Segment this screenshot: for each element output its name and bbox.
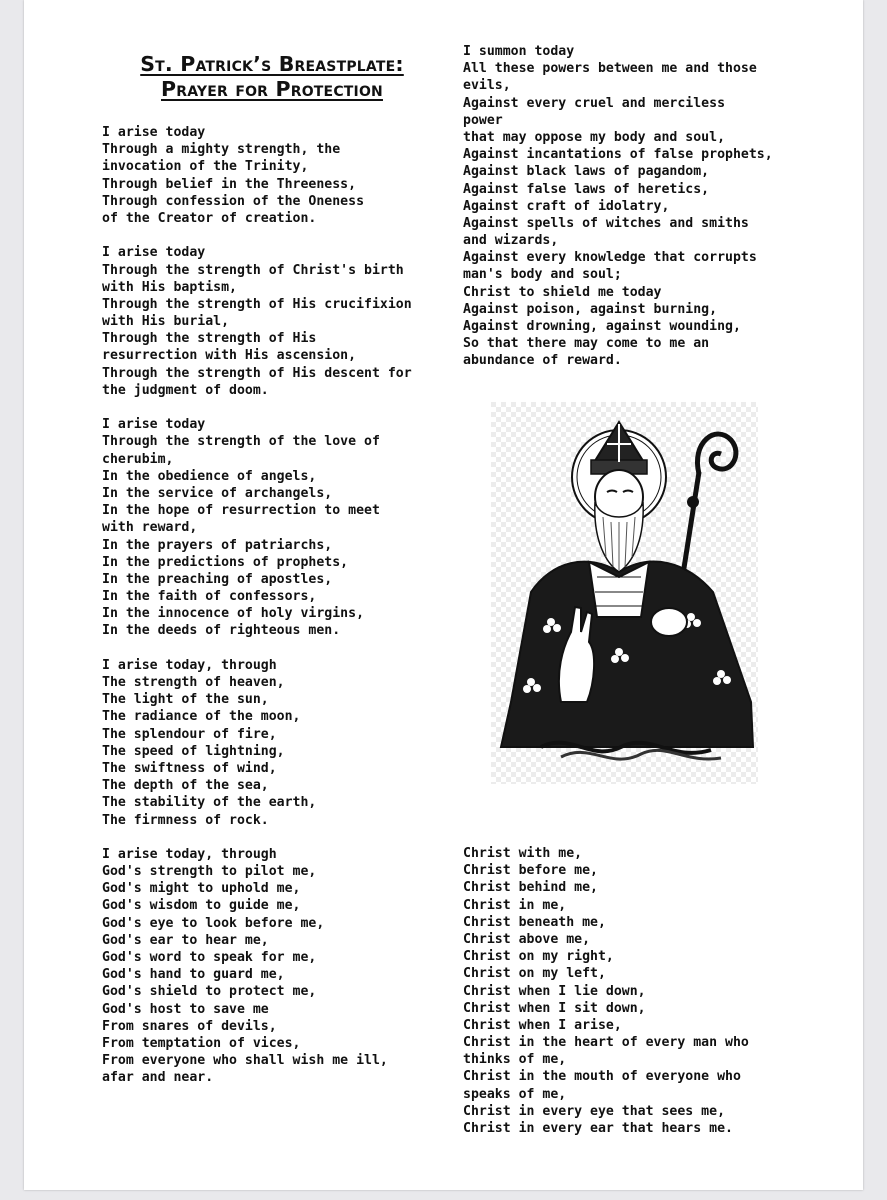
text-line: invocation of the Trinity, xyxy=(102,159,309,175)
text-line: Through the strength of His crucifixion xyxy=(102,296,412,312)
text-line: Through the strength of the love of xyxy=(102,434,380,450)
text-line: The speed of lightning, xyxy=(102,743,285,759)
stanza-gap xyxy=(102,227,462,244)
text-line: In the faith of confessors, xyxy=(102,589,317,605)
text-line: Christ before me, xyxy=(463,863,598,879)
text-line: man's body and soul; xyxy=(463,267,622,283)
title-line-2: Prayer for Protection xyxy=(161,77,383,101)
text-line: In the service of archangels, xyxy=(102,485,333,501)
text-line: Against craft of idolatry, xyxy=(463,198,670,214)
text-line: Through the strength of His xyxy=(102,331,317,347)
text-line: abundance of reward. xyxy=(463,353,622,369)
text-line: Christ on my left, xyxy=(463,966,606,982)
text-line: God's host to save me xyxy=(102,1001,269,1017)
text-line: Christ in every ear that hears me. xyxy=(463,1121,733,1136)
text-line: I arise today xyxy=(102,125,206,140)
document-page xyxy=(24,0,863,1190)
text-line: resurrection with His ascension, xyxy=(102,348,357,364)
text-line: God's ear to hear me, xyxy=(102,932,269,948)
text-line: Through the strength of Christ's birth xyxy=(102,262,404,278)
text-line: Christ above me, xyxy=(463,931,591,947)
text-line: afar and near. xyxy=(102,1070,214,1086)
text-line: From snares of devils, xyxy=(102,1018,277,1034)
text-line: with His burial, xyxy=(102,314,230,330)
stanza-gap xyxy=(102,399,462,416)
text-line: I arise today, through xyxy=(102,846,277,862)
text-line: Against every cruel and merciless xyxy=(463,95,726,111)
saint-patrick-illustration-icon xyxy=(491,402,758,784)
text-line: Christ when I lie down, xyxy=(463,983,646,999)
text-line: Against black laws of pagandom, xyxy=(463,164,710,180)
text-line: Christ on my right, xyxy=(463,949,614,965)
text-line: The firmness of rock. xyxy=(102,812,269,828)
text-line: In the obedience of angels, xyxy=(102,468,317,484)
text-line: The strength of heaven, xyxy=(102,675,285,690)
text-line: evils, xyxy=(463,78,511,94)
text-line: Christ in the mouth of everyone who xyxy=(463,1069,741,1085)
stanza-gap xyxy=(102,829,462,846)
text-line: From temptation of vices, xyxy=(102,1035,301,1051)
text-line: Christ when I arise, xyxy=(463,1017,622,1033)
text-line: God's hand to guard me, xyxy=(102,967,285,983)
text-line: In the preaching of apostles, xyxy=(102,571,333,587)
text-line: In the predictions of prophets, xyxy=(102,554,349,570)
stanza-gap xyxy=(102,640,462,657)
text-line: All these powers between me and those xyxy=(463,61,757,77)
text-line: The radiance of the moon, xyxy=(102,709,301,725)
text-line: Against drowning, against wounding, xyxy=(463,319,741,334)
text-line: I summon today xyxy=(463,44,575,59)
text-line: Christ to shield me today xyxy=(463,284,662,300)
text-line: Against spells of witches and smiths xyxy=(463,215,749,231)
text-line: thinks of me, xyxy=(463,1052,567,1068)
text-line: God's strength to pilot me, xyxy=(102,864,317,880)
text-line: God's shield to protect me, xyxy=(102,984,317,1000)
text-line: Christ in the heart of every man who xyxy=(463,1035,749,1051)
text-line: with His baptism, xyxy=(102,279,237,295)
left-column-prayer xyxy=(102,124,462,1087)
text-line: Christ behind me, xyxy=(463,880,598,896)
text-line: Christ in me, xyxy=(463,897,567,913)
text-line: God's wisdom to guide me, xyxy=(102,898,301,914)
text-line: Against incantations of false prophets, xyxy=(463,147,773,163)
text-line: Christ beneath me, xyxy=(463,914,606,930)
text-line: God's eye to look before me, xyxy=(102,915,325,931)
page-title xyxy=(102,52,442,102)
text-line: cherubim, xyxy=(102,451,174,467)
title-line-1: St. Patrick’s Breastplate: xyxy=(140,52,404,76)
text-line: The depth of the sea, xyxy=(102,778,269,794)
text-line: speaks of me, xyxy=(463,1086,567,1102)
text-line: with reward, xyxy=(102,520,198,536)
text-line: of the Creator of creation. xyxy=(102,210,317,226)
text-line: I arise today, through xyxy=(102,657,277,673)
text-line: From everyone who shall wish me ill, xyxy=(102,1053,388,1069)
text-line: Christ when I sit down, xyxy=(463,1000,646,1016)
text-line: Through confession of the Oneness xyxy=(102,193,365,209)
text-line: God's might to uphold me, xyxy=(102,881,301,897)
text-line: In the innocence of holy virgins, xyxy=(102,606,365,622)
text-line: that may oppose my body and soul, xyxy=(463,129,726,145)
text-line: and wizards, xyxy=(463,233,559,249)
text-line: The splendour of fire, xyxy=(102,726,277,742)
text-line: Through the strength of His descent for xyxy=(102,365,412,381)
text-line: The light of the sun, xyxy=(102,692,269,708)
text-line: Christ in every eye that sees me, xyxy=(463,1103,726,1119)
text-line: The swiftness of wind, xyxy=(102,760,277,776)
text-line: Christ with me, xyxy=(463,846,583,861)
text-line: I arise today xyxy=(102,245,206,261)
text-line: I arise today xyxy=(102,417,206,433)
text-line: the judgment of doom. xyxy=(102,382,269,398)
right-column-summon xyxy=(463,43,843,370)
text-line: The stability of the earth, xyxy=(102,795,317,811)
text-line: In the prayers of patriarchs, xyxy=(102,537,333,553)
text-line: Against poison, against burning, xyxy=(463,301,718,317)
text-line: Through belief in the Threeness, xyxy=(102,176,357,192)
text-line: So that there may come to me an xyxy=(463,336,710,352)
text-line: Through a mighty strength, the xyxy=(102,142,341,158)
text-line: In the hope of resurrection to meet xyxy=(102,503,380,519)
text-line: Against false laws of heretics, xyxy=(463,181,710,197)
text-line: In the deeds of righteous men. xyxy=(102,623,341,639)
text-line: Against every knowledge that corrupts xyxy=(463,250,757,266)
right-column-christ-with-me xyxy=(463,845,843,1137)
text-line: power xyxy=(463,112,503,128)
text-line: God's word to speak for me, xyxy=(102,950,317,965)
